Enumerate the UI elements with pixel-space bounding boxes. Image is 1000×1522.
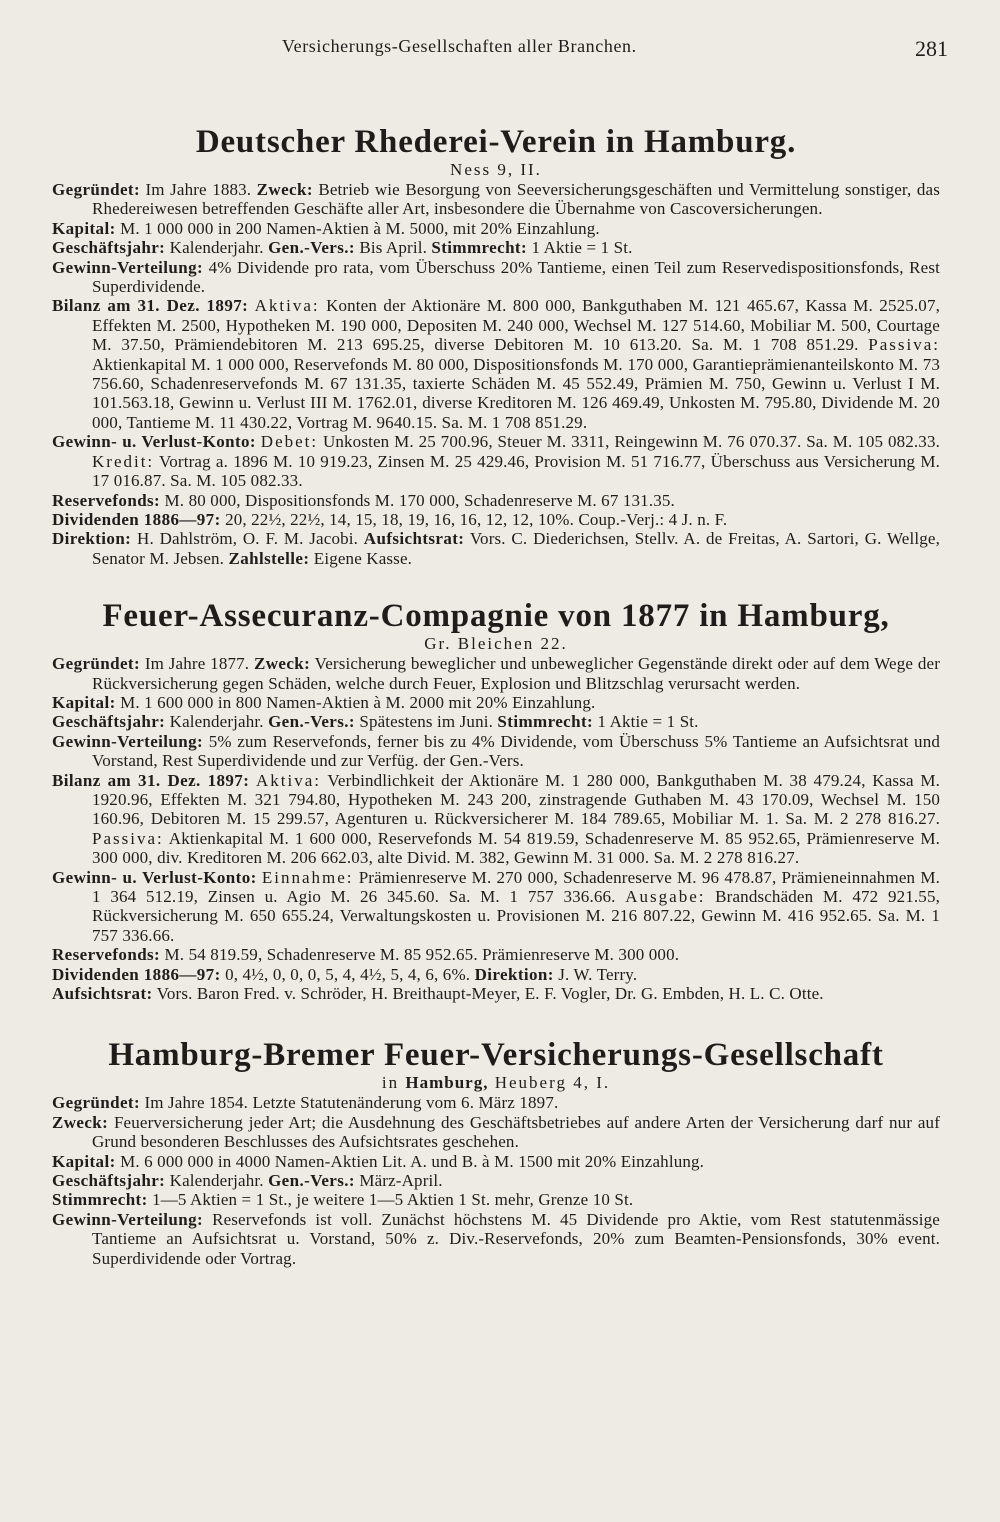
geschaeftsjahr-label: Geschäftsjahr: [52, 238, 166, 258]
entry-deutscher-rhederei-verein [52, 124, 940, 568]
kapital-paragraph [52, 1152, 940, 1171]
address-prefix: in [381, 1073, 400, 1093]
reservefonds-paragraph [52, 491, 940, 510]
gewinnverteilung-paragraph [52, 258, 940, 297]
running-title: Versicherungs-Gesellschaften aller Branchen. [282, 36, 637, 56]
gewinnverteilung-label: Gewinn-Verteilung: [52, 257, 204, 277]
zweck-text: Betrieb wie Besorgung von Seeversicherungsgeschäften und Vermittelung sonstiger, das Rhedereiwesen betreffenden Geschäfte aller Art, insbesondere die Übernahme von Cascoversicherungen. [92, 180, 940, 219]
kapital-text: M. 1 600 000 in 800 Namen-Aktien à M. 2000 mit 20% Einzahlung. [120, 692, 596, 712]
guv-paragraph [52, 868, 940, 946]
geschaeftsjahr-paragraph [52, 1171, 940, 1190]
zweck-text: Versicherung beweglicher und unbeweglicher Gegenstände direkt oder auf dem Wege der Rückversicherung gegen Schäden, welche durch Feuer, Explosion und Blitzschlag verursacht werden. [92, 654, 940, 693]
entry-feuer-assecuranz-compagnie [52, 598, 940, 1003]
passiva-text: Aktienkapital M. 1 600 000, Reservefonds M. 54 819.59, Schadenreserve M. 85 952.65, Prämienreserve M. 300 000, div. Kreditoren M. 206 662.03, alte Divid. M. 382, Gewinn M. 31 000. Sa. M. 2 278 816.27. [92, 828, 940, 868]
genvers-label: Gen.-Vers.: [268, 1171, 355, 1191]
aufsichtsrat-label: Aufsichtsrat: [52, 984, 153, 1004]
gegruendet-zweck-paragraph [52, 654, 940, 693]
genvers-label: Gen.-Vers.: [268, 712, 355, 732]
entry-hamburg-bremer-feuer [52, 1037, 940, 1268]
aktiva-text: Verbindlichkeit der Aktionäre M. 1 280 000, Bankguthaben M. 38 479.24, Kassa M. 1920.96, Effekten M. 321 794.80, Hypotheken M. 243 200, zinstragende Guthaben M. 43 170.09, Wechsel M. 150 160.96, Debitoren M. 15 299.57, Agenturen u. Rückversicherer M. 184 789.65, Mobiliar M. 1. Sa. M. 2 278 816.27. [92, 770, 941, 829]
direktion-text: J. W. Terry. [558, 964, 638, 984]
kredit-label: Kredit: [92, 451, 155, 471]
zweck-label: Zweck: [256, 180, 313, 199]
ausgabe-label: Ausgabe: [625, 887, 706, 906]
genvers-label: Gen.-Vers.: [268, 238, 355, 258]
gewinnverteilung-paragraph [52, 732, 940, 771]
gewinnverteilung-label: Gewinn-Verteilung: [52, 1209, 204, 1229]
dividenden-label: Dividenden 1886—97: [52, 509, 221, 529]
debet-label: Debet: [260, 432, 319, 452]
kapital-label: Kapital: [52, 1151, 116, 1171]
kapital-text: M. 6 000 000 in 4000 Namen-Aktien Lit. A. und B. à M. 1500 mit 20% Einzahlung. [120, 1151, 705, 1171]
passiva-label: Passiva: [868, 335, 941, 355]
direktion-text: H. Dahlström, O. F. M. Jacobi. [137, 529, 359, 549]
stimmrecht-label: Stimmrecht: [431, 238, 528, 258]
direktion-paragraph [52, 529, 940, 568]
gegruendet-label: Gegründet: [52, 180, 141, 199]
aufsichtsrat-text: Vors. Baron Fred. v. Schröder, H. Breithaupt-Meyer, E. F. Vogler, Dr. G. Embden, H. L. C. Otte. [156, 984, 824, 1004]
dividenden-label: Dividenden 1886—97: [52, 964, 221, 984]
guv-label: Gewinn- u. Verlust-Konto: [52, 432, 256, 452]
kapital-label: Kapital: [52, 692, 116, 712]
genvers-text: Bis April. [359, 238, 427, 258]
gewinnverteilung-text: 5% zum Reservefonds, ferner bis zu 4% Dividende, vom Überschuss 5% Tantieme an Aufsichtsrat und Vorstand, Rest Superdividende und zur Verfüg. der Gen.-Vers. [92, 731, 941, 771]
guv-label: Gewinn- u. Verlust-Konto: [52, 867, 257, 887]
geschaeftsjahr-text: Kalenderjahr. [169, 238, 264, 258]
stimmrecht-label: Stimmrecht: [497, 712, 594, 732]
dividenden-text: 20, 22½, 22½, 14, 15, 18, 19, 16, 16, 12, 12, 10%. Coup.-Verj.: 4 J. n. F. [225, 509, 728, 529]
gegruendet-label: Gegründet: [52, 654, 141, 674]
bilanz-paragraph [52, 771, 940, 868]
entry-address [52, 1073, 940, 1093]
gegruendet-text: Im Jahre 1883. [145, 180, 252, 199]
gegruendet-paragraph [52, 1093, 940, 1112]
aufsichtsrat-label: Aufsichtsrat: [363, 529, 465, 549]
reservefonds-label: Reservefonds: [52, 490, 161, 510]
gewinnverteilung-text: 4% Dividende pro rata, vom Überschuss 20% Tantieme, einen Teil zum Reservedispositionsfonds, Rest Superdividende. [92, 257, 940, 297]
dividenden-paragraph [52, 510, 940, 529]
geschaeftsjahr-paragraph [52, 712, 940, 731]
kapital-paragraph [52, 693, 940, 712]
aktiva-label: Aktiva: [254, 296, 320, 316]
reservefonds-text: M. 54 819.59, Schadenreserve M. 85 952.65. Prämienreserve M. 300 000. [164, 945, 680, 965]
kredit-text: Vortrag a. 1896 M. 10 919.23, Zinsen M. 25 429.46, Provision M. 51 716.77, Überschuss aus Versicherung M. 17 016.87. Sa. M. 105 082.33. [92, 451, 940, 491]
stimmrecht-text: 1 Aktie = 1 St. [531, 238, 633, 258]
aktiva-label: Aktiva: [255, 770, 321, 790]
bilanz-label: Bilanz am 31. Dez. 1897: [52, 296, 249, 316]
address-city: Hamburg, [405, 1073, 489, 1093]
gewinnverteilung-paragraph [52, 1210, 940, 1268]
entry-title: Deutscher Rhederei-Verein in Hamburg. [195, 124, 797, 160]
guv-paragraph [52, 432, 940, 490]
geschaeftsjahr-paragraph [52, 238, 940, 257]
reservefonds-paragraph [52, 945, 940, 964]
gegruendet-zweck-paragraph [52, 180, 940, 219]
geschaeftsjahr-text: Kalenderjahr. [169, 712, 264, 732]
dividenden-text: 0, 4½, 0, 0, 0, 5, 4, 4½, 5, 4, 6, 6%. [225, 964, 471, 984]
direktion-label: Direktion: [52, 529, 132, 549]
genvers-text: Spätestens im Juni. [359, 712, 493, 732]
aufsichtsrat-text: Vors. C. Diederichsen, Stellv. A. de Freitas, A. Sartori, G. Wellge, Senator M. Jebsen. [92, 529, 940, 568]
gewinnverteilung-label: Gewinn-Verteilung: [52, 731, 204, 751]
gewinnverteilung-text: Reservefonds ist voll. Zunächst höchstens M. 45 Dividende pro Aktie, vom Rest statutenmässige Tantieme an Aufsichtsrat u. Vorstand, 50% z. Div.-Reservefonds, 20% zum Beamten-Pensionsfonds, 30% event. Superdividende oder Vortrag. [92, 1209, 940, 1268]
kapital-text: M. 1 000 000 in 200 Namen-Aktien à M. 5000, mit 20% Einzahlung. [120, 218, 600, 238]
address-street: Heuberg 4, I. [494, 1073, 611, 1093]
zweck-label: Zweck: [253, 654, 311, 674]
einnahme-text: Prämienreserve M. 270 000, Schadenreserve M. 96 478.87, Prämieneinnahmen M. 1 364 512.19, Zinsen u. Agio M. 26 345.60. Sa. M. 1 757 336.66. [92, 867, 940, 906]
reservefonds-label: Reservefonds: [52, 945, 161, 965]
aktiva-text: Konten der Aktionäre M. 800 000, Bankguthaben M. 121 465.67, Kassa M. 2525.07, Effekten M. 2500, Hypotheken M. 190 000, Depositen M. 240 000, Wechsel M. 127 514.60, Mobiliar M. 500, Courtage M. 37.50, Prämiendebitoren M. 213 695.25, diverse Debitoren M. 10 613.20. Sa. M. 1 708 851.29. [92, 296, 941, 355]
zweck-label: Zweck: [52, 1112, 109, 1132]
zweck-text: Feuerversicherung jeder Art; die Ausdehnung des Geschäftsbetriebes auf andere Arten der Versicherung darf nur auf Grund besonderen Beschlusses des Aufsichtsrates geschehen. [92, 1112, 941, 1152]
entry-address: Gr. Bleichen 22. [424, 634, 568, 654]
page-number: 281 [915, 36, 948, 61]
zweck-paragraph [52, 1113, 940, 1152]
kapital-label: Kapital: [52, 218, 116, 238]
stimmrecht-label: Stimmrecht: [52, 1190, 148, 1210]
kapital-paragraph [52, 219, 940, 238]
gegruendet-text: Im Jahre 1854. Letzte Statutenänderung vom 6. März 1897. [144, 1093, 559, 1113]
gegruendet-label: Gegründet: [52, 1093, 141, 1113]
geschaeftsjahr-label: Geschäftsjahr: [52, 1171, 166, 1191]
entry-title: Hamburg-Bremer Feuer-Versicherungs-Gesellschaft [108, 1037, 884, 1074]
entry-address: Ness 9, II. [450, 160, 542, 179]
passiva-label: Passiva: [92, 828, 164, 848]
dividenden-paragraph [52, 965, 940, 984]
gegruendet-text: Im Jahre 1877. [144, 654, 250, 674]
bilanz-paragraph [52, 296, 940, 432]
passiva-text: Aktienkapital M. 1 000 000, Reservefonds M. 80 000, Dispositionsfonds M. 170 000, Garantieprämienanteilskonto M. 73 756.60, Schadenreservefonds M. 67 131.35, taxierte Schäden M. 45 552.49, Prämien M. 750, Gewinn u. Verlust I M. 101.563.18, Gewinn u. Verlust III M. 1762.01, diverse Kreditoren M. 126 469.49, Unkosten M. 795.80, Dividende M. 20 000, Tantieme M. 11 430.22, Vortrag M. 9640.15. Sa. M. 1 708 851.29. [92, 354, 940, 432]
bilanz-label: Bilanz am 31. Dez. 1897: [52, 770, 250, 790]
direktion-label: Direktion: [474, 964, 554, 984]
einnahme-label: Einnahme: [261, 867, 354, 887]
stimmrecht-text: 1 Aktie = 1 St. [597, 712, 699, 732]
entry-title: Feuer-Assecuranz-Compagnie von 1877 in Hamburg, [102, 598, 890, 635]
geschaeftsjahr-label: Geschäftsjahr: [52, 712, 166, 732]
stimmrecht-paragraph [52, 1190, 940, 1209]
reservefonds-text: M. 80 000, Dispositionsfonds M. 170 000, Schadenreserve M. 67 131.35. [164, 490, 675, 510]
geschaeftsjahr-text: Kalenderjahr. [169, 1171, 264, 1191]
debet-text: Unkosten M. 25 700.96, Steuer M. 3311, Reingewinn M. 76 070.37. Sa. M. 105 082.33. [322, 432, 940, 452]
ausgabe-text: Brandschäden M. 472 921.55, Rückversicherung M. 650 655.24, Verwaltungskosten u. Provisionen M. 216 807.22, Gewinn M. 416 952.65. Sa. M. 1 757 336.66. [92, 887, 941, 945]
running-header [52, 36, 948, 72]
aufsichtsrat-paragraph [52, 984, 940, 1003]
genvers-text: März-April. [359, 1171, 443, 1191]
zahlstelle-label: Zahlstelle: [228, 548, 310, 568]
zahlstelle-text: Eigene Kasse. [313, 548, 413, 568]
stimmrecht-text: 1—5 Aktien = 1 St., je weitere 1—5 Aktien 1 St. mehr, Grenze 10 St. [152, 1190, 634, 1210]
